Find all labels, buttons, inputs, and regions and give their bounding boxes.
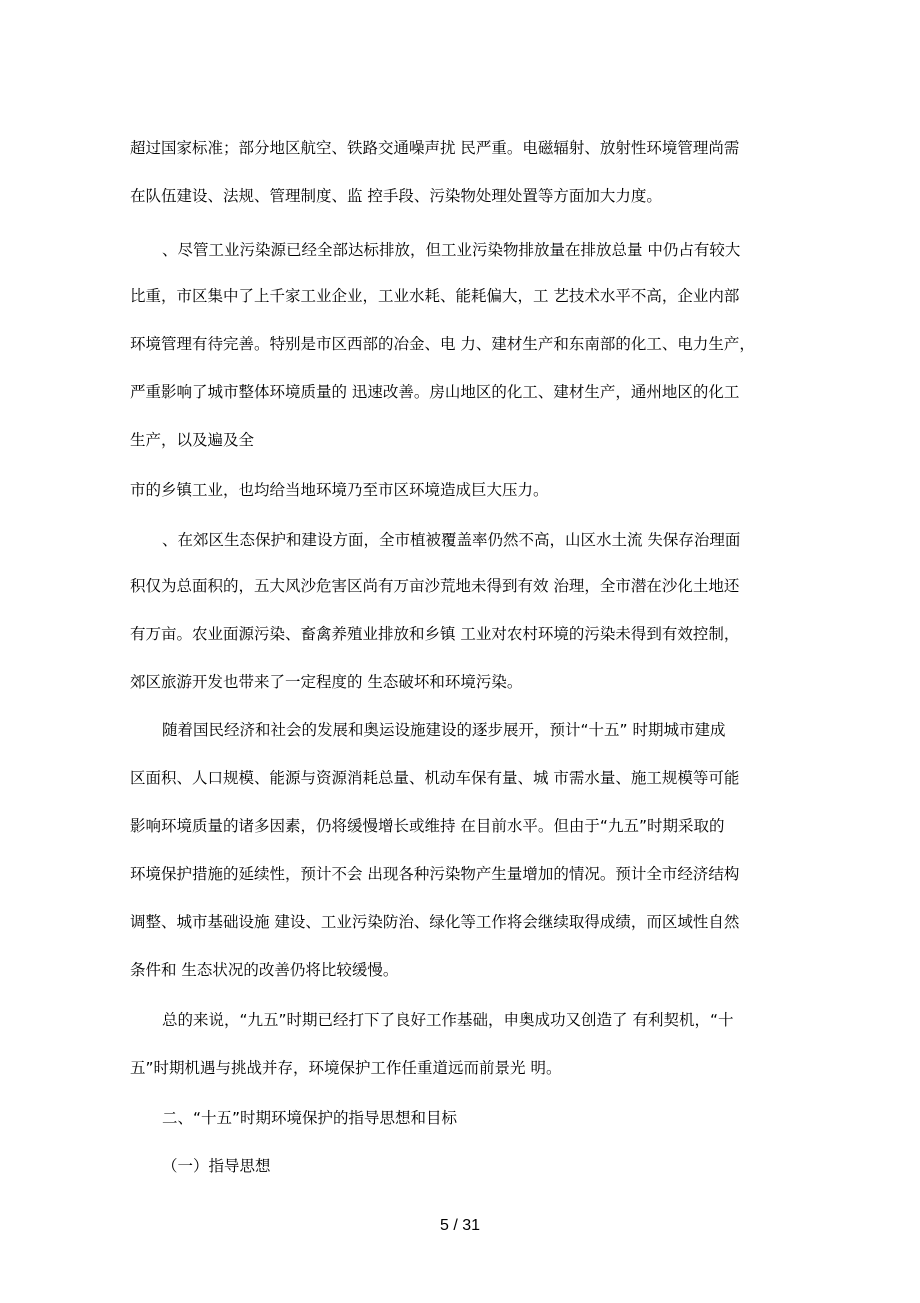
text-line: 郊区旅游开发也带来了一定程度的 生态破坏和环境污染。 xyxy=(130,673,523,691)
text-line: 在队伍建设、法规、管理制度、监 控手段、污染物处理处置等方面加大力度。 xyxy=(130,187,662,205)
text-line: 生产，以及遍及全 xyxy=(130,431,255,449)
text-line: 环境管理有待完善。特别是市区西部的冶金、电 力、建材生产和东南部的化工、电力生产， xyxy=(130,335,755,353)
text-line: 积仅为总面积的，五大风沙危害区尚有万亩沙荒地未得到有效 治理，全市潜在沙化土地还 xyxy=(130,577,740,595)
text-line: 随着国民经济和社会的发展和奥运设施建设的逐步展开，预计“十五” 时期城市建成 xyxy=(162,721,726,739)
text-line: 五”时期机遇与挑战并存，环境保护工作任重道远而前景光 明。 xyxy=(130,1059,562,1077)
text-line: 、在郊区生态保护和建设方面，全市植被覆盖率仍然不高，山区水土流 失保存治理面 xyxy=(162,531,741,549)
text-line: 区面积、人口规模、能源与资源消耗总量、机动车保有量、城 市需水量、施工规模等可能 xyxy=(130,769,740,787)
subsection-heading: （一）指导思想 xyxy=(162,1157,271,1175)
page-number: 5 / 31 xyxy=(439,1217,481,1234)
text-line: 影响环境质量的诸多因素，仍将缓慢增长或维持 在目前水平。但由于“九五”时期采取的 xyxy=(130,817,725,835)
text-line: 、尽管工业污染源已经全部达标排放，但工业污染物排放量在排放总量 中仍占有较大 xyxy=(162,241,741,259)
text-line: 市的乡镇工业，也均给当地环境乃至市区环境造成巨大压力。 xyxy=(130,481,549,499)
text-line: 环境保护措施的延续性，预计不会 出现各种污染物产生量增加的情况。预计全市经济结构 xyxy=(130,865,740,883)
text-line: 调整、城市基础设施 建设、工业污染防治、绿化等工作将会继续取得成绩，而区域性自然 xyxy=(130,913,740,931)
text-line: 超过国家标准；部分地区航空、铁路交通噪声扰 民严重。电磁辐射、放射性环境管理尚需 xyxy=(130,139,740,157)
text-line: 总的来说，“九五”时期已经打下了良好工作基础，申奥成功又创造了 有利契机，“十 xyxy=(162,1011,734,1029)
section-heading: 二、“十五”时期环境保护的指导思想和目标 xyxy=(162,1109,458,1127)
text-line: 有万亩。农业面源污染、畜禽养殖业排放和乡镇 工业对农村环境的污染未得到有效控制， xyxy=(130,625,740,643)
text-line: 比重，市区集中了上千家工业企业，工业水耗、能耗偏大，工 艺技术水平不高，企业内部 xyxy=(130,287,740,305)
text-line: 条件和 生态状况的改善仍将比较缓慢。 xyxy=(130,961,399,979)
text-line: 严重影响了城市整体环境质量的 迅速改善。房山地区的化工、建材生产，通州地区的化工 xyxy=(130,383,740,401)
